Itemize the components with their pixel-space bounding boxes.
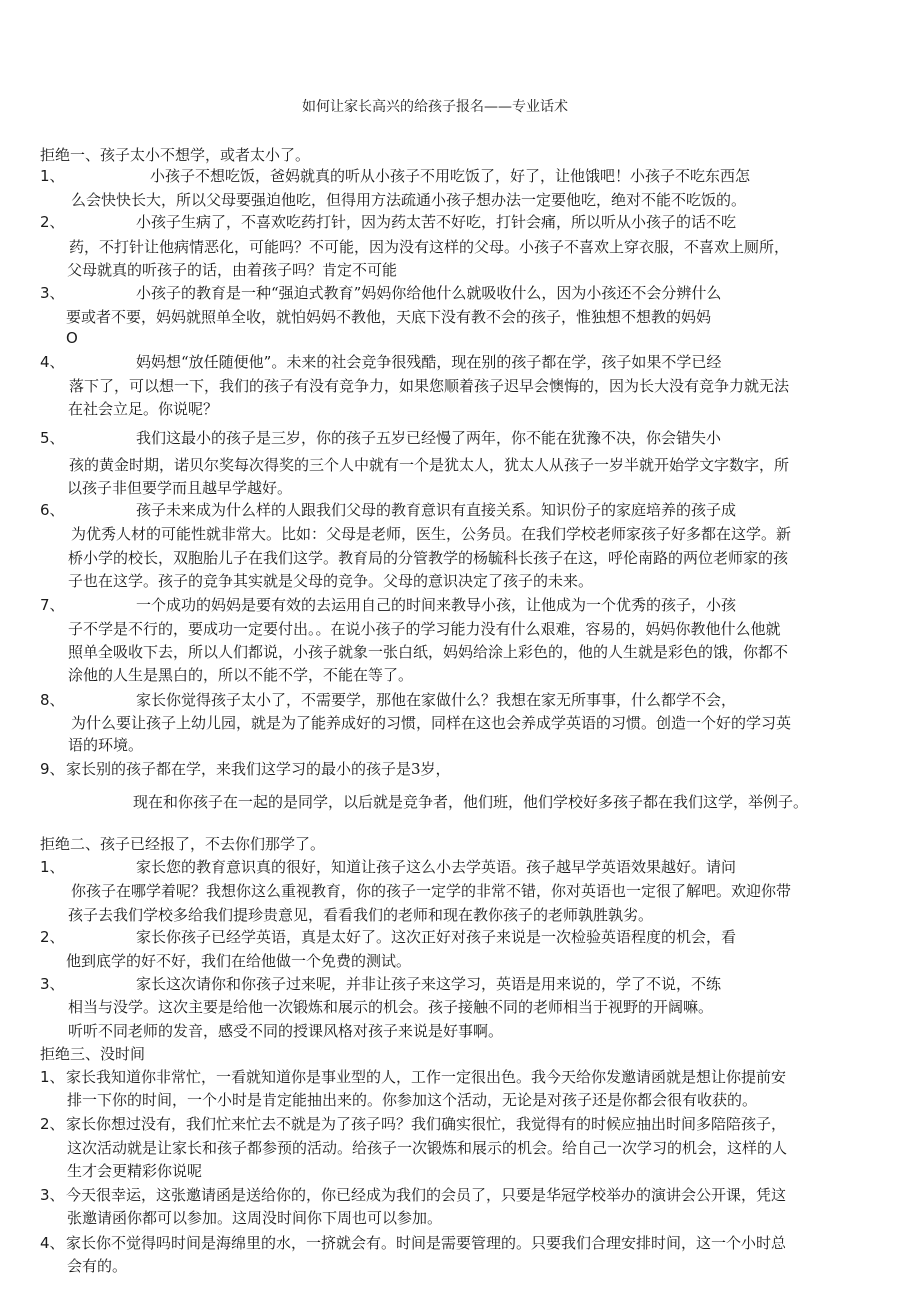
- item-line: 小孩子不想吃饭，爸妈就真的听从小孩子不用吃饭了，好了，让他饿吧！小孩子不吃东西怎: [150, 167, 751, 185]
- item-number: 2、: [40, 1115, 65, 1133]
- item-number: 2、: [40, 928, 65, 946]
- item-line: 子也在这学。孩子的竞争其实就是父母的竞争。父母的意识决定了孩子的未来。: [68, 572, 594, 590]
- item-line: 现在和你孩子在一起的是同学，以后就是竞争者，他们班，他们学校好多孩子都在我们这学，举例子。: [133, 793, 809, 811]
- item-line: 在社会立足。你说呢？: [68, 400, 219, 418]
- item-line: 我们这最小的孩子是三岁，你的孩子五岁已经慢了两年，你不能在犹豫不决，你会错失小: [136, 429, 722, 447]
- item-number: 3、: [40, 975, 65, 993]
- item-line: 为什么要让孩子上幼儿园，就是为了能养成好的习惯，同样在这也会养成学英语的习惯。创造一个好的学习英: [71, 714, 792, 732]
- item-line: 以孩子非但要学而且越早学越好。: [67, 479, 293, 497]
- item-line: 为优秀人材的可能性就非常大。比如：父母是老师，医生，公务员。在我们学校老师家孩子好多都在这学。新: [71, 525, 792, 543]
- item-line: 么会快快长大，所以父母要强迫他吃，但得用方法疏通小孩子想办法一定要他吃，绝对不能不吃饭的。: [71, 191, 747, 209]
- item-line: 落下了，可以想一下，我们的孩子有没有竞争力，如果您顺着孩子迟早会懊悔的，因为长大没有竞争力就无法: [69, 377, 790, 395]
- item-number: 9、: [40, 760, 65, 778]
- item-line: 孩子未来成为什么样的人跟我们父母的教育意识有直接关系。知识份子的家庭培养的孩子成: [136, 501, 737, 519]
- item-number: 1、: [40, 1068, 65, 1086]
- page-title: 如何让家长高兴的给孩子报名——专业话术: [302, 99, 568, 115]
- item-line: 会有的。: [67, 1257, 128, 1275]
- item-line: 药，不打针让他病情恶化，可能吗？不可能，因为没有这样的父母。小孩子不喜欢上穿衣服，不喜欢上厕所，: [69, 238, 790, 256]
- item-line: 孩的黄金时期，诺贝尔奖每次得奖的三个人中就有一个是犹太人，犹太人从孩子一岁半就开始学文字数字，所: [69, 456, 790, 474]
- item-number: 1、: [40, 167, 65, 185]
- item-number: 1、: [40, 858, 65, 876]
- item-line: 语的环境。: [68, 736, 144, 754]
- item-line: 小孩子的教育是一种“强迫式教育”妈妈你给他什么就吸收什么，因为小孩还不会分辨什么: [136, 284, 722, 302]
- item-line: 他到底学的好不好，我们在给他做一个免费的测试。: [66, 952, 412, 970]
- item-line: 小孩子生病了，不喜欢吃药打针，因为药太苦不好吃，打针会痛，所以听从小孩子的话不吃: [136, 213, 737, 231]
- item-line: 子不学是不行的，要成功一定要付出。。在说小孩子的学习能力没有什么艰难，容易的，妈妈你教他什么他就: [68, 620, 781, 638]
- item-number: 5、: [40, 429, 65, 447]
- item-line: 父母就真的听孩子的话，由着孩子吗？肯定不可能: [67, 261, 398, 279]
- item-line: 张邀请函你都可以参加。这周没时间你下周也可以参加。: [67, 1209, 443, 1227]
- item-number: 3、: [40, 284, 65, 302]
- item-line: 你孩子在哪学着呢？我想你这么重视教育，你的孩子一定学的非常不错，你对英语也一定很了解吧。欢迎你带: [71, 882, 792, 900]
- item-number: 8、: [40, 691, 65, 709]
- item-number: 7、: [40, 596, 65, 614]
- item-line: 家长这次请你和你孩子过来呢，并非让孩子来这学习，英语是用来说的，学了不说，不练: [136, 975, 722, 993]
- item-line: 家长您的教育意识真的很好，知道让孩子这么小去学英语。孩子越早学英语效果越好。请问: [136, 858, 737, 876]
- item-line: 一个成功的妈妈是要有效的去运用自己的时间来教导小孩，让他成为一个优秀的孩子，小孩: [136, 596, 737, 614]
- item-line: 家长你想过没有，我们忙来忙去不就是为了孩子吗？我们确实很忙，我觉得有的时候应抽出时间多陪陪孩子，: [66, 1115, 787, 1133]
- item-line: 家长你不觉得吗时间是海绵里的水，一挤就会有。时间是需要管理的。只要我们合理安排时间，这一个小时总: [66, 1234, 787, 1252]
- section-heading-1: 拒绝一、孩子太小不想学，或者太小了。: [40, 146, 311, 164]
- item-line: O: [66, 329, 78, 347]
- item-line: 桥小学的校长，双胞胎儿子在我们这学。教育局的分管教学的杨毓科长孩子在这，呼伦南路的两位老师家的孩: [68, 549, 789, 567]
- item-line: 照单全吸收下去，所以人们都说，小孩子就象一张白纸，妈妈给涂上彩色的，他的人生就是彩色的饿，你都不: [68, 643, 789, 661]
- item-line: 要或者不要，妈妈就照单全收，就怕妈妈不教他，天底下没有教不会的孩子，惟独想不想教的妈妈: [66, 308, 712, 326]
- item-line: 家长别的孩子都在学，来我们这学习的最小的孩子是3岁，: [66, 760, 451, 778]
- item-line: 家长你觉得孩子太小了，不需要学，那他在家做什么？我想在家无所事事，什么都学不会，: [136, 691, 737, 709]
- item-line: 孩子去我们学校多给我们提珍贵意见，看看我们的老师和现在教你孩子的老师孰胜孰劣。: [68, 906, 654, 924]
- item-line: 妈妈想“放任随便他”。未来的社会竞争很残酷，现在别的孩子都在学，孩子如果不学已经: [136, 353, 722, 371]
- section-heading-3: 拒绝三、没时间: [40, 1045, 146, 1063]
- item-line: 家长你孩子已经学英语，真是太好了。这次正好对孩子来说是一次检验英语程度的机会，看: [136, 928, 737, 946]
- item-line: 家长我知道你非常忙，一看就知道你是事业型的人，工作一定很出色。我今天给你发邀请函就是想让你提前安: [66, 1068, 787, 1086]
- item-number: 2、: [40, 213, 65, 231]
- item-line: 听听不同老师的发音，感受不同的授课风格对孩子来说是好事啊。: [68, 1022, 504, 1040]
- item-number: 3、: [40, 1186, 65, 1204]
- item-number: 6、: [40, 501, 65, 519]
- item-line: 生才会更精彩你说呢: [67, 1162, 203, 1180]
- section-heading-2: 拒绝二、孩子已经报了，不去你们那学了。: [40, 835, 326, 853]
- item-number: 4、: [40, 1234, 65, 1252]
- item-line: 涂他的人生是黑白的，所以不能不学，不能在等了。: [68, 666, 414, 684]
- item-line: 今天很幸运，这张邀请函是送给你的，你已经成为我们的会员了，只要是华冠学校举办的演讲会公开课，凭这: [66, 1186, 787, 1204]
- item-number: 4、: [40, 353, 65, 371]
- item-line: 相当与没学。这次主要是给他一次锻炼和展示的机会。孩子接触不同的老师相当于视野的开阔嘛。: [68, 998, 714, 1016]
- item-line: 排一下你的时间，一个小时是肯定能抽出来的。你参加这个活动，无论是对孩子还是你都会很有收获的。: [67, 1091, 758, 1109]
- item-line: 这次活动就是让家长和孩子都参预的活动。给孩子一次锻炼和展示的机会。给自己一次学习的机会，这样的人: [67, 1139, 788, 1157]
